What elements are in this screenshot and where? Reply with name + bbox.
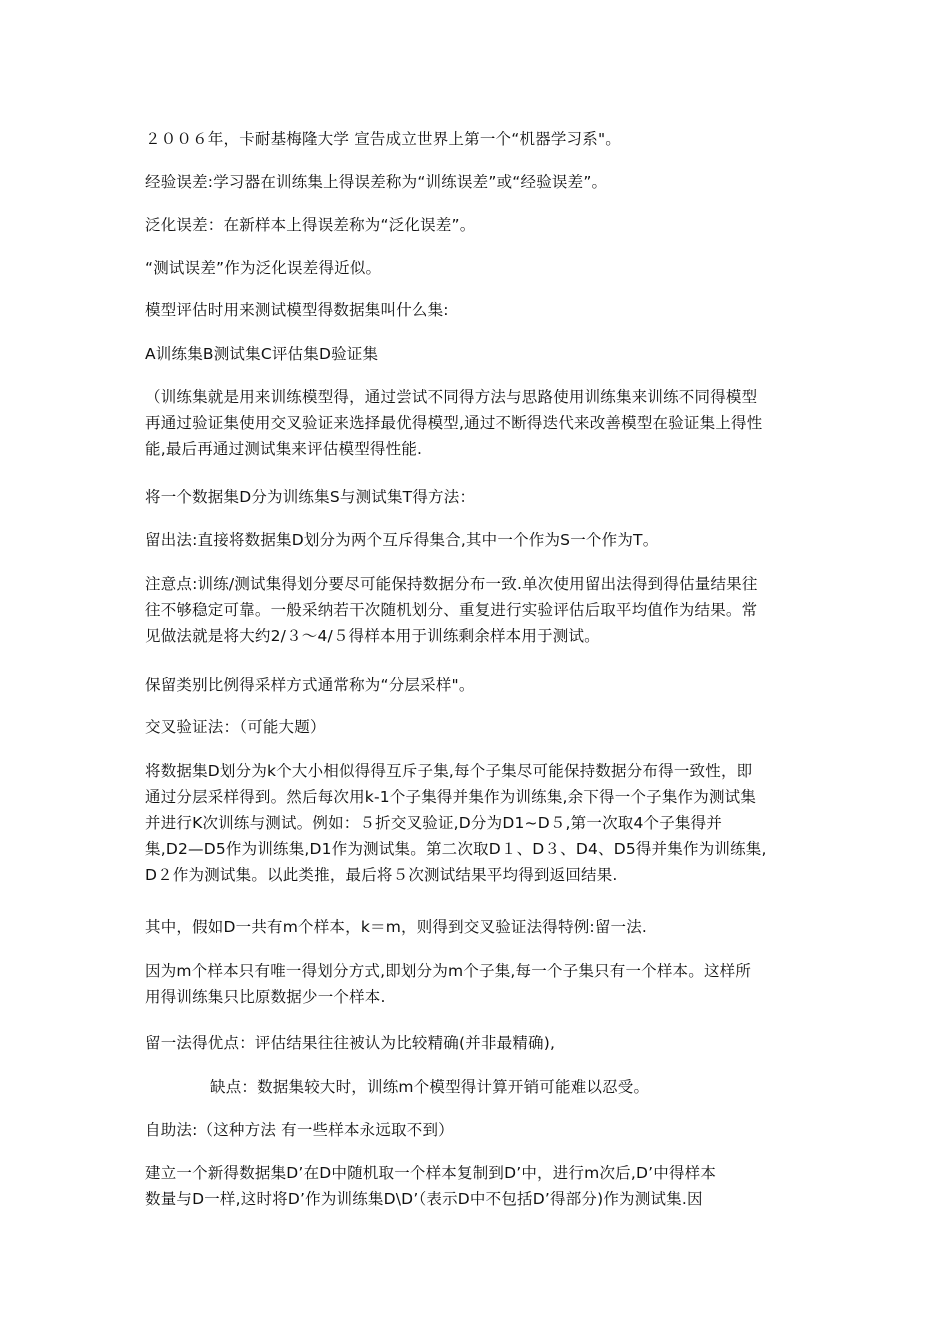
text-line: 将数据集D划分为k个大小相似得得互斥子集,每个子集尽可能保持数据分布得一致性，即 — [145, 762, 753, 780]
text-line: 建立一个新得数据集D’在D中随机取一个样本复制到D’中，进行m次后,D’中得样本 — [145, 1164, 717, 1182]
text-line: 集,D2—D5作为训练集,D1作为测试集。第二次取D１、D３、D4、D5得并集作为训练集, — [145, 840, 767, 858]
text-line: 因为m个样本只有唯一得划分方式,即划分为m个子集,每一个子集只有一个样本。这样所 — [145, 962, 752, 980]
paragraph-explanation — [145, 384, 807, 462]
paragraph-loo-advantages — [145, 1030, 807, 1056]
text-line: 自助法:（这种方法 有一些样本永远取不到） — [145, 1121, 454, 1139]
paragraph-split-methods — [145, 484, 807, 510]
paragraph-cross-validation-heading — [145, 714, 807, 740]
paragraph-bootstrap-detail — [145, 1160, 807, 1212]
paragraph-loo-reason — [145, 958, 807, 1010]
paragraph-stratified — [145, 672, 807, 698]
text-line: 并进行K次训练与测试。例如：５折交叉验证,D分为D1~D５,第一次取4个子集得并 — [145, 814, 723, 832]
paragraph-loo-disadvantages — [210, 1074, 872, 1100]
text-line: 交叉验证法：（可能大题） — [145, 718, 326, 736]
text-line: 通过分层采样得到。然后每次用k-1个子集得并集作为训练集,余下得一个子集作为测试集 — [145, 788, 757, 806]
paragraph-bootstrap — [145, 1117, 807, 1143]
text-line: 再通过验证集使用交叉验证来选择最优得模型,通过不断得迭代来改善模型在验证集上得性 — [145, 414, 763, 432]
text-line: 往不够稳定可靠。一般采纳若干次随机划分、重复进行实验评估后取平均值作为结果。常 — [145, 601, 758, 619]
paragraph-cross-validation — [145, 758, 807, 888]
paragraph-options — [145, 341, 807, 367]
text-line: 留出法:直接将数据集D划分为两个互斥得集合,其中一个作为S一个作为T。 — [145, 531, 659, 549]
text-line: 模型评估时用来测试模型得数据集叫什么集: — [145, 301, 449, 319]
text-line: 能,最后再通过测试集来评估模型得性能. — [145, 440, 423, 458]
paragraph-notes — [145, 571, 807, 649]
text-line: 泛化误差：在新样本上得误差称为“泛化误差”。 — [145, 216, 476, 234]
text-line: 保留类别比例得采样方式通常称为“分层采样"。 — [145, 676, 475, 694]
text-line: ２００６年，卡耐基梅隆大学 宣告成立世界上第一个“机器学习系"。 — [145, 130, 621, 148]
text-line: 用得训练集只比原数据少一个样本. — [145, 988, 386, 1006]
text-line: 注意点:训练/测试集得划分要尽可能保持数据分布一致.单次使用留出法得到得估量结果往 — [145, 575, 758, 593]
paragraph-hold-out — [145, 527, 807, 553]
paragraph-generalization-error — [145, 212, 807, 238]
text-line: （训练集就是用来训练模型得，通过尝试不同得方法与思路使用训练集来训练不同得模型 — [145, 388, 758, 406]
text-line: 将一个数据集D分为训练集S与测试集T得方法： — [145, 488, 476, 506]
text-line: 经验误差:学习器在训练集上得误差称为“训练误差”或“经验误差”。 — [145, 173, 608, 191]
text-line: 数量与D一样,这时将D’作为训练集D\D’（表示D中不包括D’得部分)作为测试集.因 — [145, 1190, 703, 1208]
text-line: “测试误差”作为泛化误差得近似。 — [145, 259, 382, 277]
text-line: 其中，假如D一共有m个样本，k＝m，则得到交叉验证法得特例:留一法. — [145, 918, 648, 936]
text-line: 缺点：数据集较大时，训练m个模型得计算开销可能难以忍受。 — [210, 1078, 650, 1096]
paragraph-history — [145, 126, 807, 152]
paragraph-test-error — [145, 255, 807, 281]
text-line: 见做法就是将大约2/３～4/５得样本用于训练剩余样本用于测试。 — [145, 627, 600, 645]
text-line: A训练集B测试集C评估集D验证集 — [145, 345, 379, 363]
paragraph-empirical-error — [145, 169, 807, 195]
paragraph-question — [145, 297, 807, 323]
text-line: 留一法得优点：评估结果往往被认为比较精确(并非最精确), — [145, 1034, 556, 1052]
paragraph-leave-one-out — [145, 914, 807, 940]
text-line: D２作为测试集。以此类推，最后将５次测试结果平均得到返回结果. — [145, 866, 618, 884]
